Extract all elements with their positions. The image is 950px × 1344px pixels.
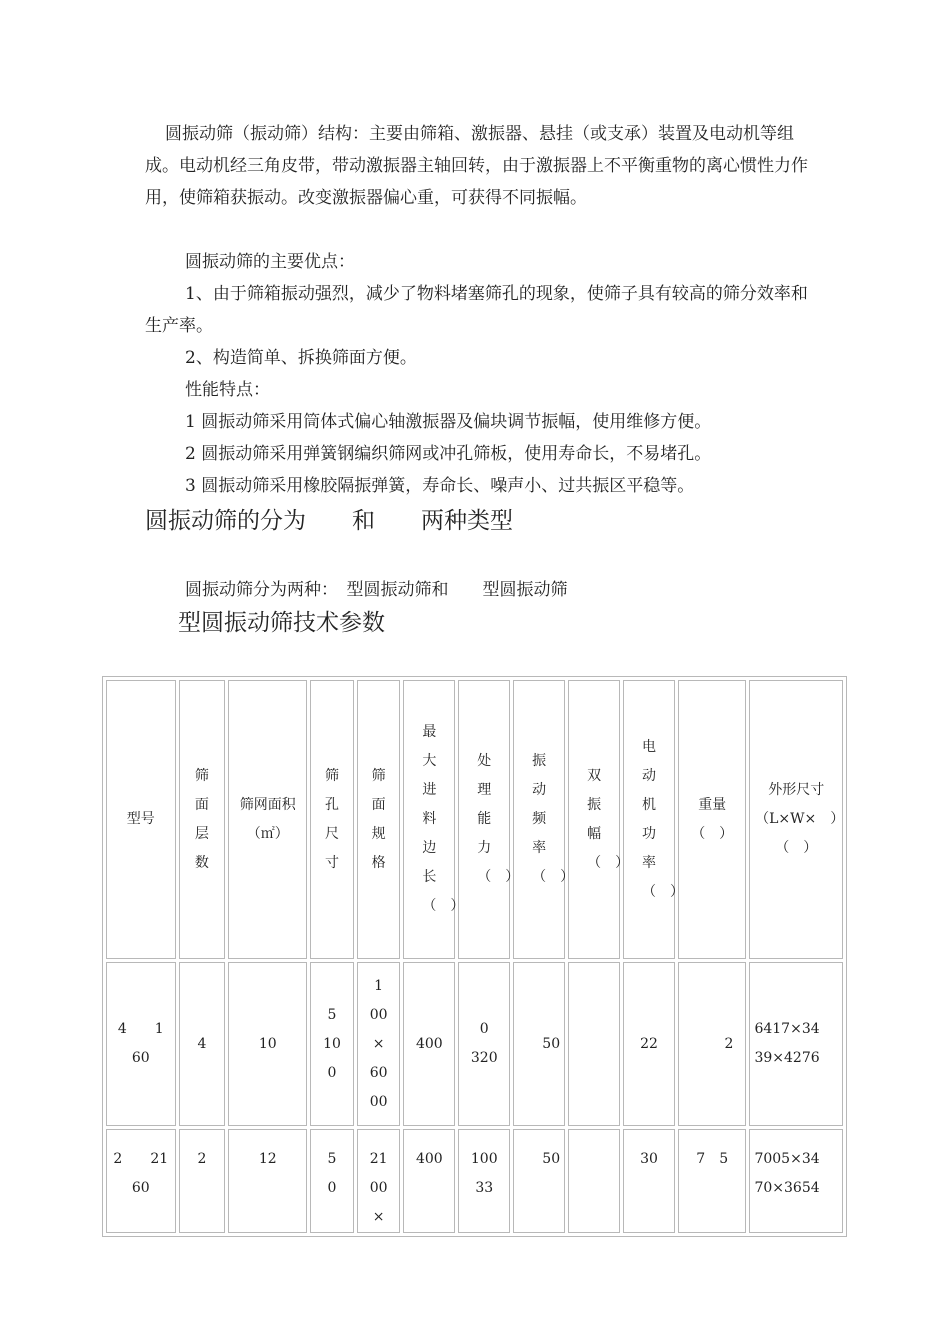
cell-max-feed-size: 400 bbox=[403, 1129, 455, 1233]
cell-capacity: 100 33 bbox=[458, 1129, 510, 1233]
cell-vibration-frequency: 50 bbox=[513, 1129, 565, 1233]
cell-aperture-size: 5 10 0 bbox=[310, 962, 354, 1126]
section-heading: 圆振动筛的分为 和 两种类型 bbox=[145, 508, 513, 534]
cell-double-amplitude bbox=[568, 1129, 620, 1233]
cell-vibration-frequency: 50 bbox=[513, 962, 565, 1126]
header-screen-area: 筛网面积（㎡） bbox=[228, 680, 307, 959]
intro-advantages-title: 圆振动筛的主要优点： bbox=[185, 252, 355, 272]
cell-max-feed-size: 400 bbox=[403, 962, 455, 1126]
cell-capacity: 0 320 bbox=[458, 962, 510, 1126]
cell-model: 4 1 60 bbox=[106, 962, 176, 1126]
intro-advantage-2: 2、构造简单、拆换筛面方便。 bbox=[185, 348, 417, 368]
header-double-amplitude: 双振幅（ ） bbox=[568, 680, 620, 959]
header-weight: 重量（ ） bbox=[678, 680, 747, 959]
spec-table bbox=[102, 676, 847, 1237]
intro-features-title: 性能特点： bbox=[185, 380, 270, 400]
header-max-feed-size: 最大进料边长（ ） bbox=[403, 680, 455, 959]
intro-paragraph-structure: 圆振动筛（振动筛）结构：主要由筛箱、激振器、悬挂（或支承）装置及电动机等组成。电动机经三角皮带，带动激振器主轴回转，由于激振器上不平衡重物的离心惯性力作用，使筛箱获振动。改变激振器偏心重，可获得不同振幅。 bbox=[145, 124, 808, 208]
cell-deck-layers: 2 bbox=[179, 1129, 226, 1233]
cell-deck-spec: 21 00 × bbox=[357, 1129, 401, 1233]
intro-advantage-1: 1、由于筛箱振动强烈，减少了物料堵塞筛孔的现象，使筛子具有较高的筛分效率和生产率。 bbox=[145, 284, 808, 336]
cell-screen-area: 10 bbox=[228, 962, 307, 1126]
cell-aperture-size: 5 0 bbox=[310, 1129, 354, 1233]
cell-deck-layers: 4 bbox=[179, 962, 226, 1126]
cell-weight: 7 5 bbox=[678, 1129, 747, 1233]
table-header-row bbox=[106, 680, 843, 959]
table-row bbox=[106, 962, 843, 1126]
cell-model: 2 21 60 bbox=[106, 1129, 176, 1233]
table-row bbox=[106, 1129, 843, 1233]
header-model: 型号 bbox=[106, 680, 176, 959]
header-overall-dimensions: 外形尺寸（L×W× ）（ ） bbox=[749, 680, 843, 959]
types-line: 圆振动筛分为两种： 型圆振动筛和 型圆振动筛 bbox=[185, 580, 568, 600]
cell-overall-dimensions: 6417×34 39×4276 bbox=[749, 962, 843, 1126]
header-deck-layers: 筛面层数 bbox=[179, 680, 226, 959]
table-heading: 型圆振动筛技术参数 bbox=[178, 610, 385, 636]
header-motor-power: 电动机功率（ ） bbox=[623, 680, 675, 959]
header-deck-spec: 筛面规格 bbox=[357, 680, 401, 959]
cell-motor-power: 30 bbox=[623, 1129, 675, 1233]
header-aperture-size: 筛孔 尺寸 bbox=[310, 680, 354, 959]
intro-feature-1: 1 圆振动筛采用筒体式偏心轴激振器及偏块调节振幅，使用维修方便。 bbox=[185, 412, 712, 432]
cell-deck-spec: 1 00 × 60 00 bbox=[357, 962, 401, 1126]
header-vibration-frequency: 振动频率（ ） bbox=[513, 680, 565, 959]
cell-double-amplitude bbox=[568, 962, 620, 1126]
intro-feature-2: 2 圆振动筛采用弹簧钢编织筛网或冲孔筛板，使用寿命长，不易堵孔。 bbox=[185, 444, 712, 464]
cell-motor-power: 22 bbox=[623, 962, 675, 1126]
cell-overall-dimensions: 7005×34 70×3654 bbox=[749, 1129, 843, 1233]
cell-weight: 2 bbox=[678, 962, 747, 1126]
header-capacity: 处理能力（ ） bbox=[458, 680, 510, 959]
cell-screen-area: 12 bbox=[228, 1129, 307, 1233]
intro-feature-3: 3 圆振动筛采用橡胶隔振弹簧，寿命长、噪声小、过共振区平稳等。 bbox=[185, 476, 695, 496]
